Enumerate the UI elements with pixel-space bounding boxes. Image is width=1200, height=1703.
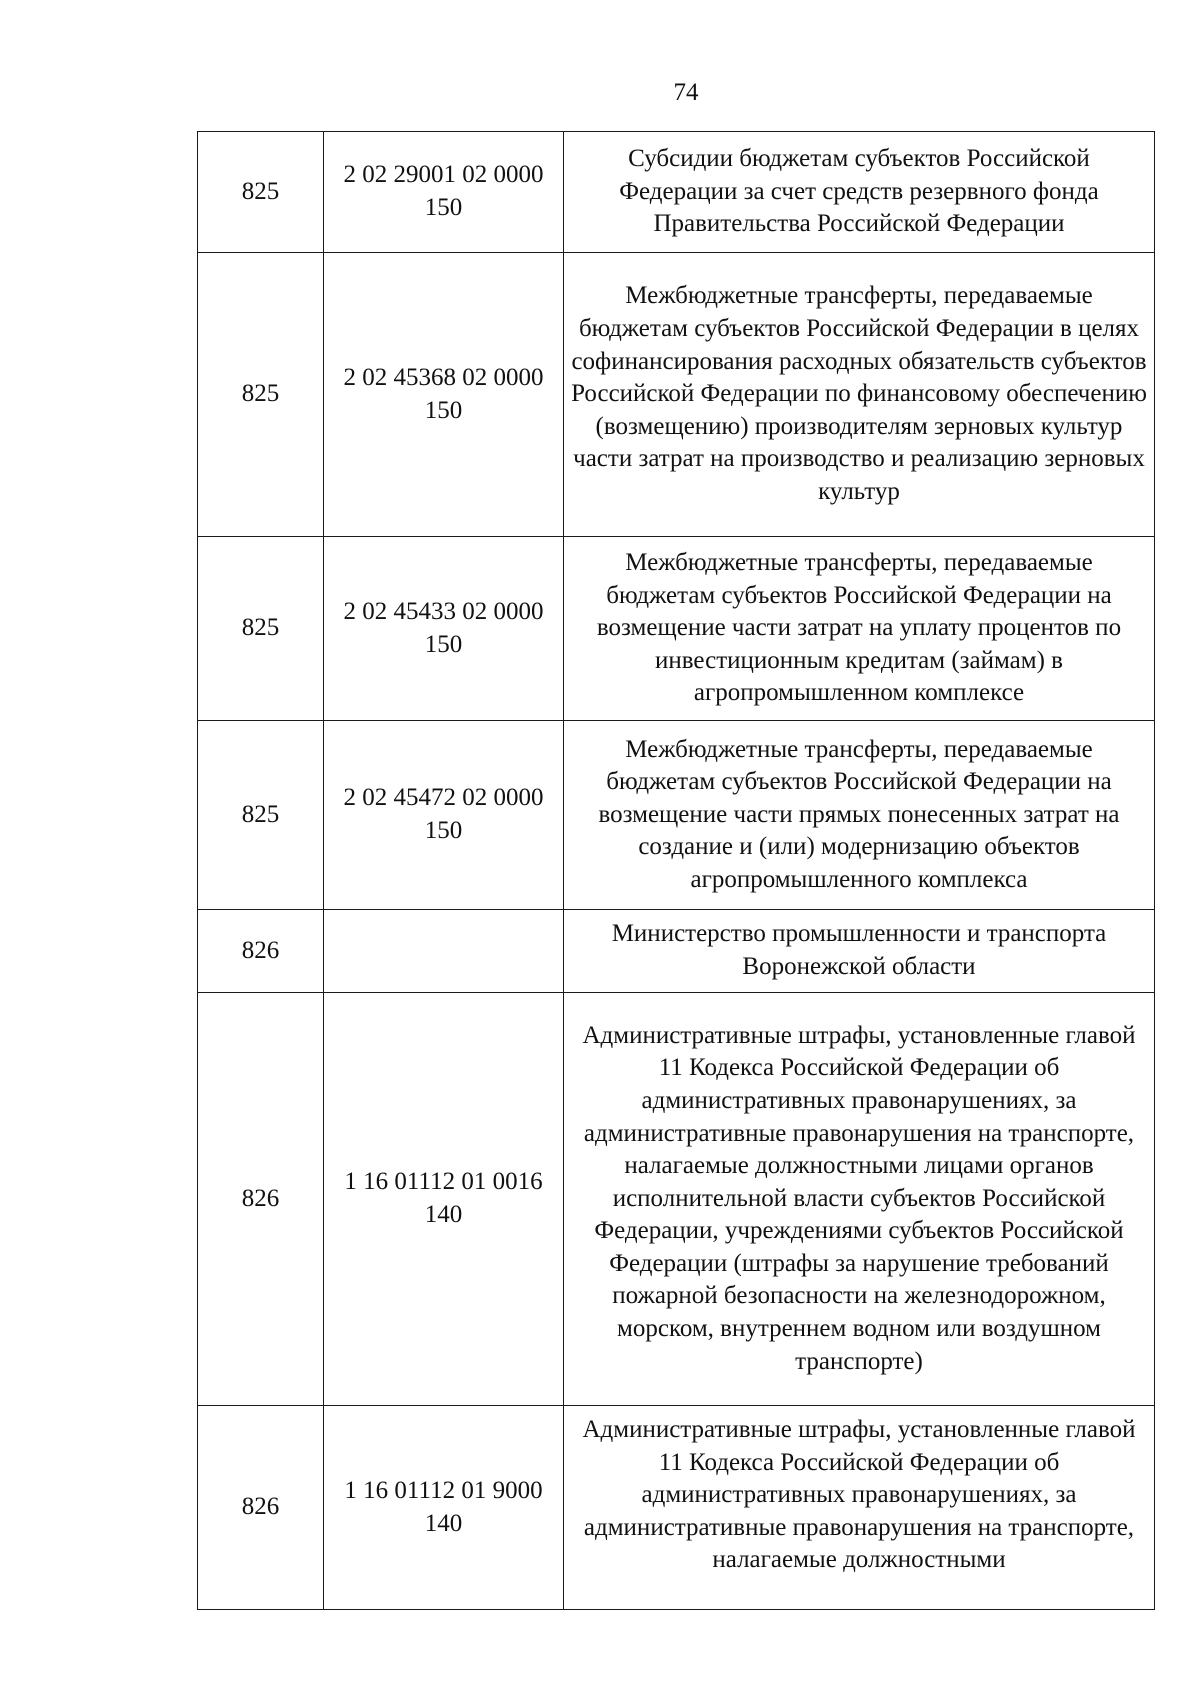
- admin-code-cell: 826: [198, 910, 324, 993]
- budget-code-line: 1 16 01112 01 0016: [344, 1168, 543, 1196]
- table-row: [198, 1406, 1155, 1610]
- income-name-cell: Межбюджетные трансферты, передаваемые бюджетам субъектов Российской Федерации в целях софинансирования расходных обязательств субъектов Российской Федерации по финансовому обеспечению (возмещению) производителям зерновых культур части затрат на производство и реализацию зерновых культур: [564, 253, 1155, 537]
- budget-code-suffix: 150: [424, 396, 463, 424]
- income-name-cell: Административные штрафы, установленные главой 11 Кодекса Российской Федерации об административных правонарушениях, за административные правонарушения на транспорте, налагаемые должностными лицами органов исполнительной власти субъектов Российской Федерации, учреждениями субъектов Российской Федерации (штрафы за нарушение требований пожарной безопасности на железнодорожном, морском, внутреннем водном или воздушном транспорте): [564, 993, 1155, 1406]
- budget-code-cell: [324, 537, 564, 721]
- budget-code-cell: [324, 253, 564, 537]
- budget-code-line: 2 02 45433 02 0000: [343, 597, 544, 625]
- budget-code-cell: [324, 993, 564, 1406]
- budget-code-line: 2 02 29001 02 0000: [343, 161, 544, 189]
- budget-code-line: 1 16 01112 01 9000: [344, 1476, 543, 1504]
- budget-code-cell: [324, 1406, 564, 1610]
- budget-code-suffix: 150: [424, 630, 463, 658]
- budget-code-suffix: 150: [424, 194, 463, 221]
- table-row: [198, 537, 1155, 721]
- table-row: [198, 132, 1155, 253]
- budget-code-suffix: 140: [424, 1201, 463, 1228]
- budget-classification-table: [197, 131, 1155, 1610]
- budget-code-suffix: 140: [424, 1509, 463, 1537]
- budget-code-suffix: 150: [424, 817, 463, 844]
- income-name-cell: Межбюджетные трансферты, передаваемые бюджетам субъектов Российской Федерации на возмещение части затрат на уплату процентов по инвестиционным кредитам (займам) в агропромышленном комплексе: [564, 537, 1155, 721]
- table-row: [198, 721, 1155, 910]
- budget-code-line: 2 02 45472 02 0000: [343, 784, 544, 812]
- admin-code-cell: 825: [198, 537, 324, 721]
- income-name-cell: Министерство промышленности и транспорта Воронежской области: [564, 910, 1155, 993]
- budget-code-line: 2 02 45368 02 0000: [343, 363, 544, 391]
- page-number: 74: [673, 79, 699, 106]
- budget-code-cell: [324, 910, 564, 993]
- budget-code-cell: [324, 132, 564, 253]
- admin-code-cell: 826: [198, 1406, 324, 1610]
- income-name-cell: Субсидии бюджетам субъектов Российской Федерации за счет средств резервного фонда Правительства Российской Федерации: [564, 132, 1155, 253]
- income-name-cell: Административные штрафы, установленные главой 11 Кодекса Российской Федерации об административных правонарушениях, за административные правонарушения на транспорте, налагаемые должностными: [564, 1406, 1155, 1610]
- admin-code-cell: 825: [198, 721, 324, 910]
- table-row: [198, 910, 1155, 993]
- admin-code-cell: 825: [198, 253, 324, 537]
- admin-code-cell: 826: [198, 993, 324, 1406]
- income-name-cell: Межбюджетные трансферты, передаваемые бюджетам субъектов Российской Федерации на возмещение части прямых понесенных затрат на создание и (или) модернизацию объектов агропромышленного комплекса: [564, 721, 1155, 910]
- budget-code-cell: [324, 721, 564, 910]
- table-row: [198, 253, 1155, 537]
- table-row: [198, 993, 1155, 1406]
- admin-code-cell: 825: [198, 132, 324, 253]
